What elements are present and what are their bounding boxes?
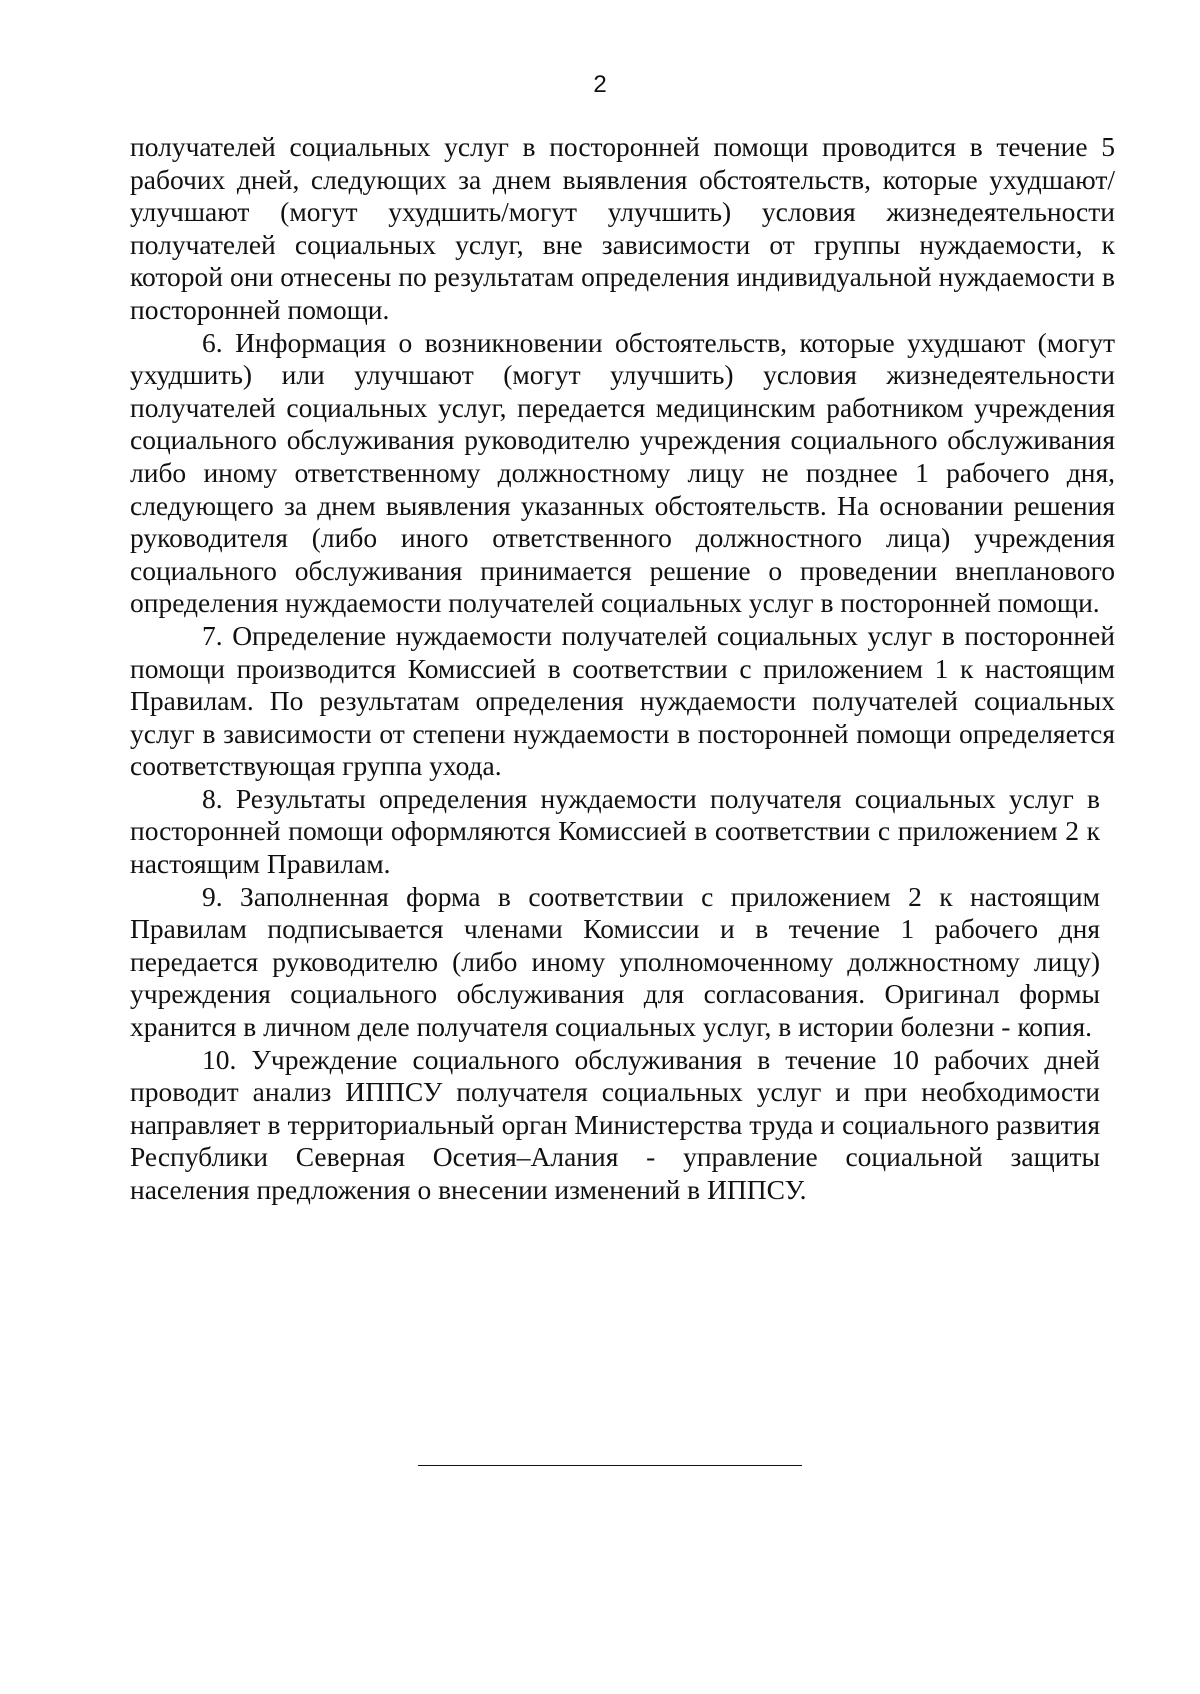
end-of-document-rule — [418, 1465, 802, 1466]
paragraph-item-6: 6. Информация о возникновении обстоятельств, которые ухудшают (могут ухудшить) или улучшают (могут улучшить) условия жизнедеятельности получателей социальных услуг, передается медицинским работником учреждения социального обслуживания руководителю учреждения социального обслуживания либо иному ответственному должностному лицу не позднее 1 рабочего дня, следующего за днем выявления указанных обстоятельств. На основании решения руководителя (либо иного ответственного должностного лица) учреждения социального обслуживания принимается решение о проведении внепланового определения нуждаемости получателей социальных услуг в посторонней помощи. — [130, 326, 1115, 619]
paragraph-item-8: 8. Результаты определения нуждаемости получателя социальных услуг в посторонней помощи оформляются Комиссией в соответствии с приложением 2 к настоящим Правилам. — [130, 782, 1100, 880]
paragraph-continuation: получателей социальных услуг в посторонней помощи проводится в течение 5 рабочих дней, следующих за днем выявления обстоятельств, которые ухудшают/улучшают (могут ухудшить/могут улучшить) условия жизнедеятельности получателей социальных услуг, вне зависимости от группы нуждаемости, к которой они отнесены по результатам определения индивидуальной нуждаемости в посторонней помощи. — [130, 131, 1115, 325]
document-body — [130, 131, 1115, 1207]
page-number: 2 — [593, 71, 607, 98]
paragraph-item-10: 10. Учреждение социального обслуживания в течение 10 рабочих дней проводит анализ ИППСУ получателя социальных услуг и при необходимости направляет в территориальный орган Министерства труда и социального развития Республики Северная Осетия–Алания - управление социальной защиты населения предложения о внесении изменений в ИППСУ. — [130, 1043, 1100, 1205]
paragraph-item-9: 9. Заполненная форма в соответствии с приложением 2 к настоящим Правилам подписывается членами Комиссии и в течение 1 рабочего дня передается руководителю (либо иному уполномоченному должностному лицу) учреждения социального обслуживания для согласования. Оригинал формы хранится в личном деле получателя социальных услуг, в истории болезни - копия. — [130, 880, 1100, 1043]
paragraph-item-7: 7. Определение нуждаемости получателей социальных услуг в посторонней помощи производится Комиссией в соответствии с приложением 1 к настоящим Правилам. По результатам определения нуждаемости получателей социальных услуг в зависимости от степени нуждаемости в посторонней помощи определяется соответствующая группа ухода. — [130, 619, 1115, 782]
